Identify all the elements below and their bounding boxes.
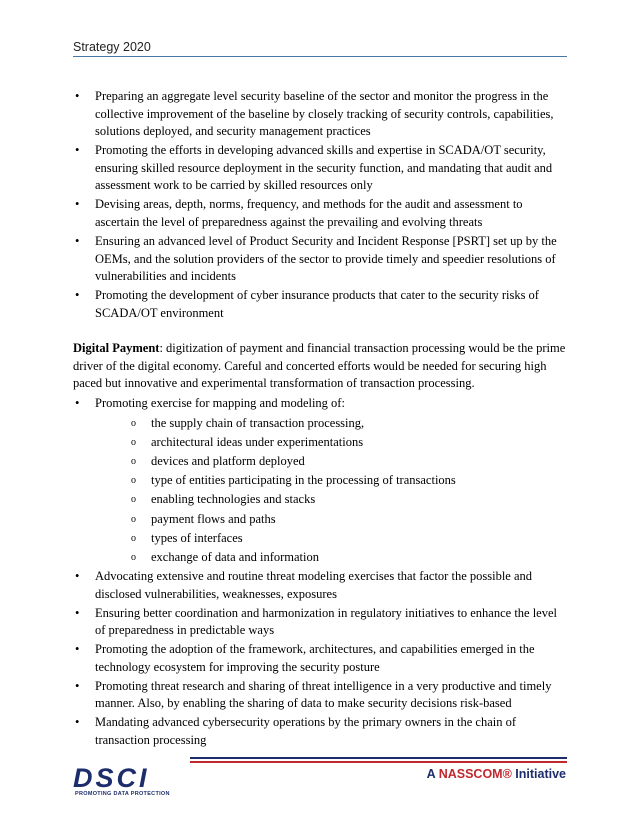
nasscom-brand: NASSCOM® <box>438 767 512 781</box>
intro-bullet-list <box>73 88 567 322</box>
page-header-title: Strategy 2020 <box>73 40 151 54</box>
section-text: : digitization of payment and financial transaction processing would be the prime driver of the digital economy. Careful and concerted efforts would be needed for securing high paced but innovative and experimental transformation of transaction processing. <box>73 341 566 391</box>
document-body <box>73 88 567 751</box>
sub-list-item: o architectural ideas under experimentations <box>95 434 567 452</box>
sub-list-item: o the supply chain of transaction processing, <box>95 415 567 433</box>
list-item: • Mandating advanced cybersecurity operations by the primary owners in the chain of transaction processing <box>73 714 567 749</box>
section-heading: Digital Payment <box>73 341 160 356</box>
initiative-label <box>427 767 566 781</box>
digital-payment-paragraph <box>73 340 567 393</box>
list-item-text: Promoting exercise for mapping and modeling of: <box>95 396 345 411</box>
footer-divider-red <box>190 761 567 763</box>
list-item: • Advocating extensive and routine threat modeling exercises that factor the possible and disclosed vulnerabilities, weaknesses, exposures <box>73 568 567 603</box>
initiative-suffix: Initiative <box>515 767 566 781</box>
list-item: • Promoting threat research and sharing of threat intelligence in a very productive and timely manner. Also, by enabling the sharing of data to make security decisions risk-based <box>73 678 567 713</box>
list-item: • Preparing an aggregate level security baseline of the sector and monitor the progress in the collective improvement of the baseline by closely tracking of security controls, capabilities, solutions deployed, and security management practices <box>73 88 567 141</box>
logo-tagline: PROMOTING DATA PROTECTION <box>75 791 170 797</box>
dsci-logo <box>73 763 177 799</box>
list-item <box>73 395 567 567</box>
sub-bullet-list <box>95 415 567 567</box>
list-item: • Promoting the efforts in developing advanced skills and expertise in SCADA/OT security, ensuring skilled resource deployment in the security function, and mandating that audit and assessment work to be carried by skilled resources only <box>73 142 567 195</box>
sub-list-item: o exchange of data and information <box>95 549 567 567</box>
list-item: • Promoting the development of cyber insurance products that cater to the security risks of SCADA/OT environment <box>73 287 567 322</box>
list-item: • Ensuring an advanced level of Product Security and Incident Response [PSRT] set up by the OEMs, and the solution providers of the sector to provide timely and speedier resolutions of vulnerabilities and incidents <box>73 233 567 286</box>
footer-divider-navy <box>190 757 567 759</box>
header-divider <box>73 56 567 57</box>
sub-list-item: o enabling technologies and stacks <box>95 491 567 509</box>
sub-list-item: o type of entities participating in the processing of transactions <box>95 472 567 490</box>
payment-bullet-list <box>73 395 567 750</box>
list-item: • Ensuring better coordination and harmonization in regulatory initiatives to enhance the level of preparedness in predictable ways <box>73 605 567 640</box>
sub-list-item: o types of interfaces <box>95 530 567 548</box>
logo-wordmark: DSCI <box>73 763 150 793</box>
list-item: • Devising areas, depth, norms, frequency, and methods for the audit and assessment to ascertain the level of preparedness against the prevailing and evolving threats <box>73 196 567 231</box>
list-item: • Promoting the adoption of the framework, architectures, and capabilities emerged in the technology ecosystem for improving the security posture <box>73 641 567 676</box>
sub-list-item: o payment flows and paths <box>95 511 567 529</box>
sub-list-item: o devices and platform deployed <box>95 453 567 471</box>
initiative-prefix: A <box>426 767 436 781</box>
